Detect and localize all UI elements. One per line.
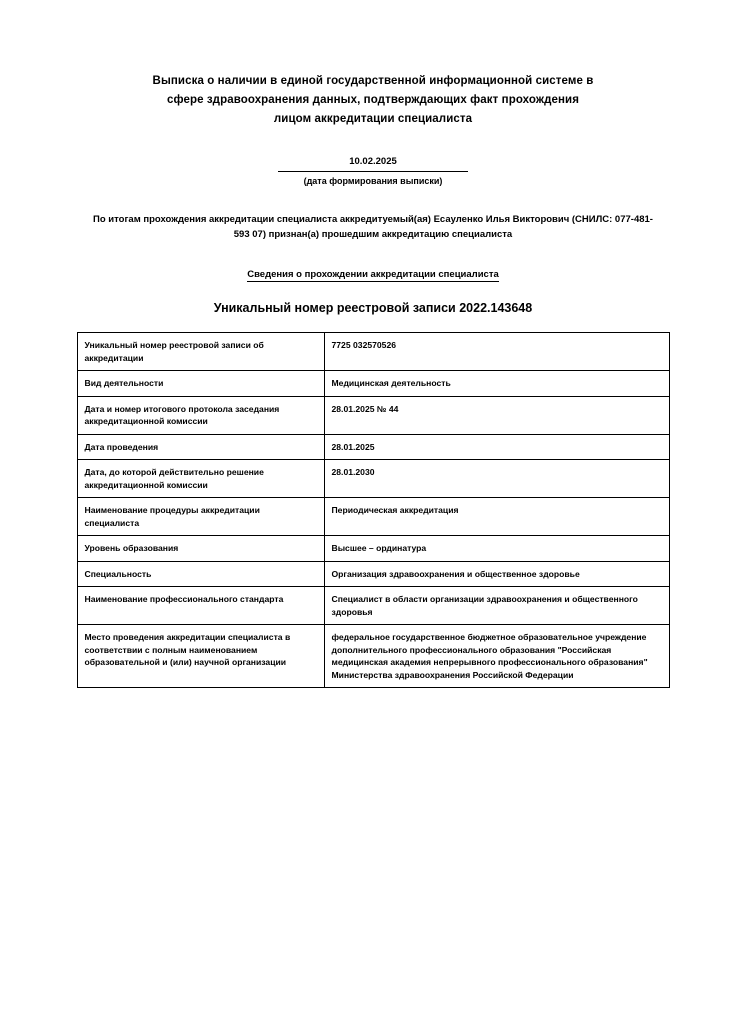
- accreditation-details-table: [77, 332, 670, 688]
- row-label: Уровень образования: [77, 536, 324, 562]
- row-value: 28.01.2030: [324, 460, 669, 498]
- table-body: [77, 333, 669, 688]
- accreditation-summary: По итогам прохождения аккредитации специалиста аккредитуемый(ая) Есауленко Илья Викторович (СНИЛС: 077-481-593 07) признан(а) прошедшим аккредитацию специалиста: [93, 214, 653, 240]
- row-label: Дата проведения: [77, 434, 324, 460]
- row-label: Вид деятельности: [77, 371, 324, 397]
- row-label: Наименование профессионального стандарта: [77, 587, 324, 625]
- row-value: федеральное государственное бюджетное образовательное учреждение дополнительного профессионального образования "Российская медицинская академия непрерывного профессионального образования" Министерства здравоохранения Российской Федерации: [324, 625, 669, 688]
- row-label: Уникальный номер реестровой записи об аккредитации: [77, 333, 324, 371]
- table-row: [77, 587, 669, 625]
- row-label: Наименование процедуры аккредитации специалиста: [77, 498, 324, 536]
- row-label: Место проведения аккредитации специалиста в соответствии с полным наименованием образовательной и (или) научной организации: [77, 625, 324, 688]
- table-row: [77, 396, 669, 434]
- row-value: Специалист в области организации здравоохранения и общественного здоровья: [324, 587, 669, 625]
- formation-date-value: 10.02.2025: [278, 155, 468, 172]
- row-value: 28.01.2025: [324, 434, 669, 460]
- table-row: [77, 561, 669, 587]
- row-value: 7725 032570526: [324, 333, 669, 371]
- page-title: Выписка о наличии в единой государственной информационной системе в сфере здравоохранения данных, подтверждающих факт прохождения лицом аккредитации специалиста: [152, 75, 594, 125]
- section-heading: [93, 268, 653, 282]
- row-value: Медицинская деятельность: [324, 371, 669, 397]
- table-row: [77, 434, 669, 460]
- table-row: [77, 371, 669, 397]
- row-value: 28.01.2025 № 44: [324, 396, 669, 434]
- row-label: Специальность: [77, 561, 324, 587]
- table-row: [77, 333, 669, 371]
- row-label: Дата и номер итогового протокола заседания аккредитационной комиссии: [77, 396, 324, 434]
- formation-date-caption: (дата формирования выписки): [303, 176, 443, 186]
- section-heading-text: Сведения о прохождении аккредитации специалиста: [247, 269, 499, 280]
- row-value: Высшее – ординатура: [324, 536, 669, 562]
- table-row: [77, 460, 669, 498]
- table-row: [77, 536, 669, 562]
- formation-date-block: [278, 155, 468, 188]
- table-row: [77, 498, 669, 536]
- row-label: Дата, до которой действительно решение аккредитационной комиссии: [77, 460, 324, 498]
- registry-record-number: Уникальный номер реестровой записи 2022.143648: [213, 301, 533, 315]
- row-value: Периодическая аккредитация: [324, 498, 669, 536]
- table-row: [77, 625, 669, 688]
- row-value: Организация здравоохранения и общественное здоровье: [324, 561, 669, 587]
